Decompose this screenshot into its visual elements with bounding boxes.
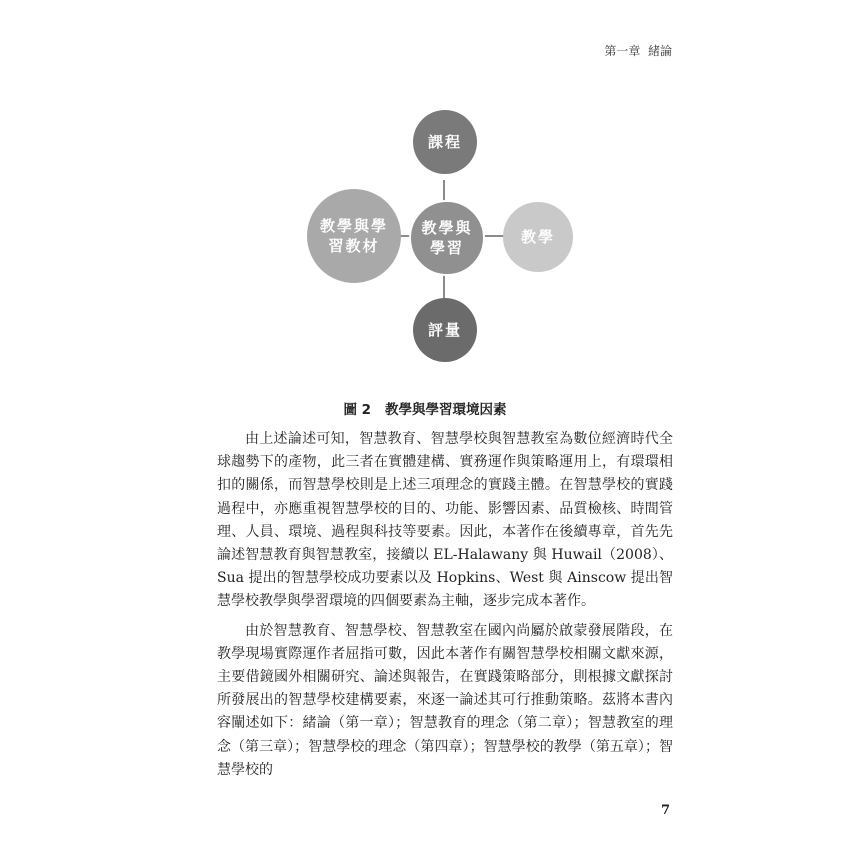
running-header: 第一章 緒論 [604, 44, 672, 58]
figure-number: 圖 2 [343, 402, 372, 418]
figure-caption [0, 398, 850, 418]
node-teaching: 教學 [503, 202, 573, 272]
figure-diagram [0, 0, 850, 400]
paragraph: 由上述論述可知，智慧教育、智慧學校與智慧教室為數位經濟時代全球趨勢下的產物，此三者在實體建構、實務運作與策略運用上，有環環相扣的關係，而智慧學校則是上述三項理念的實踐主體。在智慧學校的實踐過程中，亦應重視智慧學校的目的、功能、影響因素、品質檢核、時間管理、人員、環境、過程與科技等要素。因此，本著作在後續專章，首先先論述智慧教育與智慧教室，接續以 EL-Halawany 與 Huwail（2008）、Sua 提出的智慧學校成功要素以及 Hopkins、West 與 Ainscow 提出智慧學校教學與學習環境的四個要素為主軸，逐步完成本著作。 [217, 431, 673, 610]
body-text [217, 428, 673, 782]
node-assessment: 評量 [413, 298, 477, 362]
node-teaching-and-learning: 教學與 學習 [409, 200, 485, 276]
paragraph: 由於智慧教育、智慧學校、智慧教室在國內尚屬於啟蒙發展階段，在教學現場實際運作者屈指可數，因此本著作有關智慧學校相關文獻來源，主要借鏡國外相關研究、論述與報告，在實踐策略部分，則根據文獻探討所發展出的智慧學校建構要素，來逐一論述其可行推動策略。茲將本書內容闡述如下：緒論（第一章）；智慧教育的理念（第二章）；智慧教室的理念（第三章）；智慧學校的理念（第四章）；智慧學校的教學（第五章）；智慧學校的 [217, 622, 673, 778]
node-curriculum: 課程 [413, 110, 477, 174]
node-teaching-materials: 教學與學 習教材 [307, 189, 401, 283]
page-number: 7 [660, 803, 670, 818]
figure-title: 教學與學習環境因素 [385, 402, 507, 418]
